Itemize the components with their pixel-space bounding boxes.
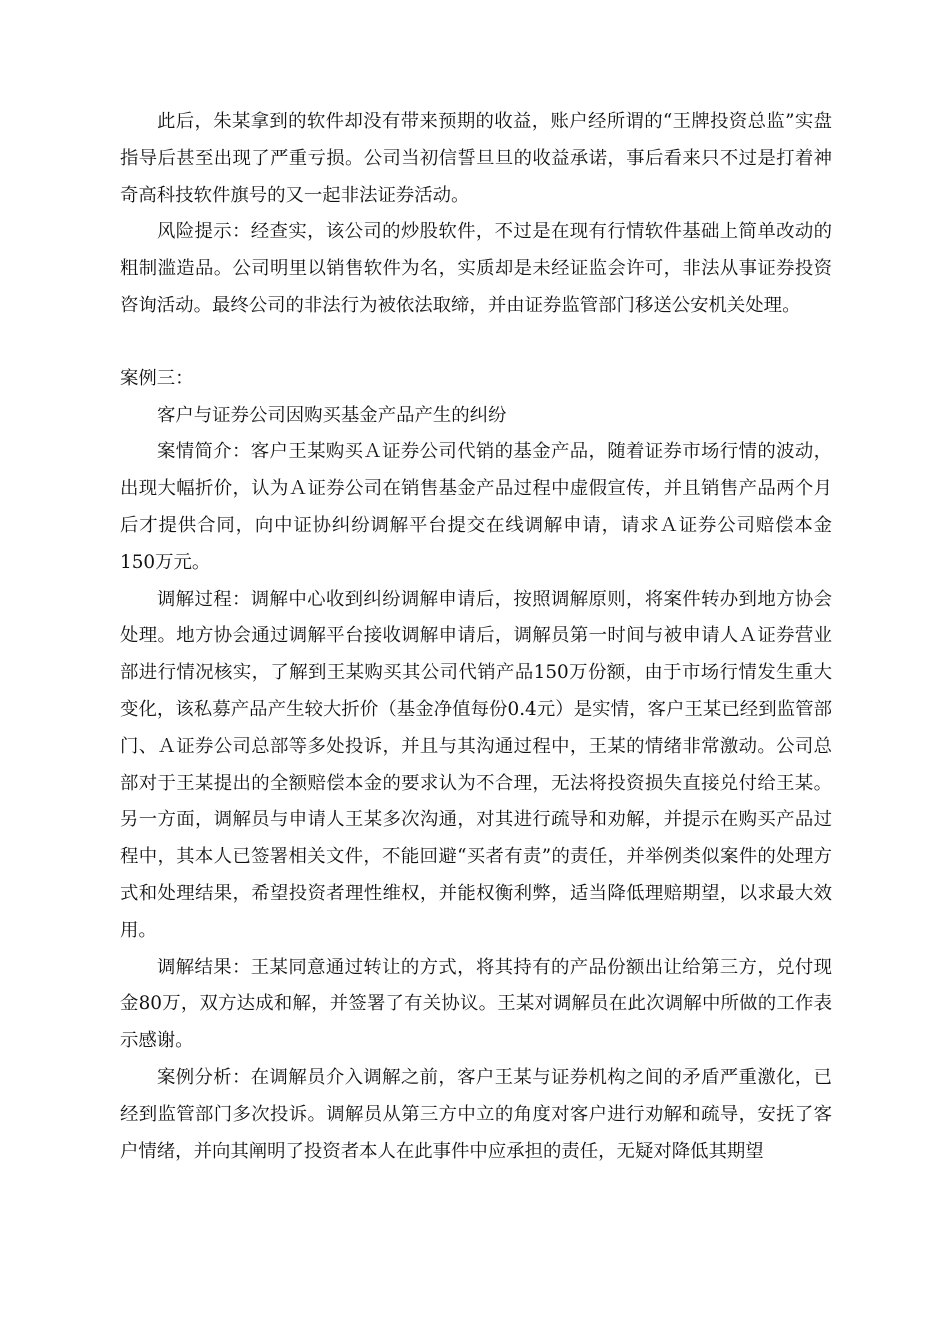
document-body xyxy=(120,104,832,1170)
case-heading: 案例三： xyxy=(120,367,194,389)
section-gap xyxy=(120,325,832,361)
paragraph-mediation-process: 调解过程：调解中心收到纠纷调解申请后，按照调解原则，将案件转办到地方协会处理。地方协会通过调解平台接收调解申请后，调解员第一时间与被申请人Ａ证券营业部进行情况核实，了解到王某购买其公司代销产品150万份额，由于市场行情发生重大变化，该私募产品产生较大折价（基金净值每份0.4元）是实情，客户王某已经到监管部门、Ａ证券公司总部等多处投诉，并且与其沟通过程中，王某的情绪非常激动。公司总部对于王某提出的全额赔偿本金的要求认为不合理，无法将投资损失直接兑付给王某。另一方面，调解员与申请人王某多次沟通，对其进行疏导和劝解，并提示在购买产品过程中，其本人已签署相关文件，不能回避“买者有责”的责任，并举例类似案件的处理方式和处理结果，希望投资者理性维权，并能权衡利弊，适当降低理赔期望，以求最大效用。 xyxy=(120,588,832,941)
paragraph-aftermath: 此后，朱某拿到的软件却没有带来预期的收益，账户经所谓的“王牌投资总监”实盘指导后甚至出现了严重亏损。公司当初信誓旦旦的收益承诺，事后看来只不过是打着神奇高科技软件旗号的又一起非法证券活动。 xyxy=(120,111,832,206)
paragraph-case-analysis: 案例分析：在调解员介入调解之前，客户王某与证券机构之间的矛盾严重激化，已经到监管部门多次投诉。调解员从第三方中立的角度对客户进行劝解和疏导，安抚了客户情绪，并向其阐明了投资者本人在此事件中应承担的责任，无疑对降低其期望 xyxy=(120,1066,832,1162)
case-title: 客户与证券公司因购买基金产品产生的纠纷 xyxy=(157,404,507,426)
paragraph-case-summary: 案情简介：客户王某购买Ａ证券公司代销的基金产品，随着证券市场行情的波动，出现大幅折价，认为Ａ证券公司在销售基金产品过程中虚假宣传，并且销售产品两个月后才提供合同，向中证协纠纷调解平台提交在线调解申请，请求Ａ证券公司赔偿本金150万元。 xyxy=(120,441,832,573)
paragraph-risk-warning: 风险提示：经查实，该公司的炒股软件，不过是在现有行情软件基础上简单改动的粗制滥造品。公司明里以销售软件为名，实质却是未经证监会许可，非法从事证券投资咨询活动。最终公司的非法行为被依法取缔，并由证券监管部门移送公安机关处理。 xyxy=(120,221,832,316)
paragraph-mediation-result: 调解结果：王某同意通过转让的方式，将其持有的产品份额出让给第三方，兑付现金80万，双方达成和解，并签署了有关协议。王某对调解员在此次调解中所做的工作表示感谢。 xyxy=(120,956,832,1052)
